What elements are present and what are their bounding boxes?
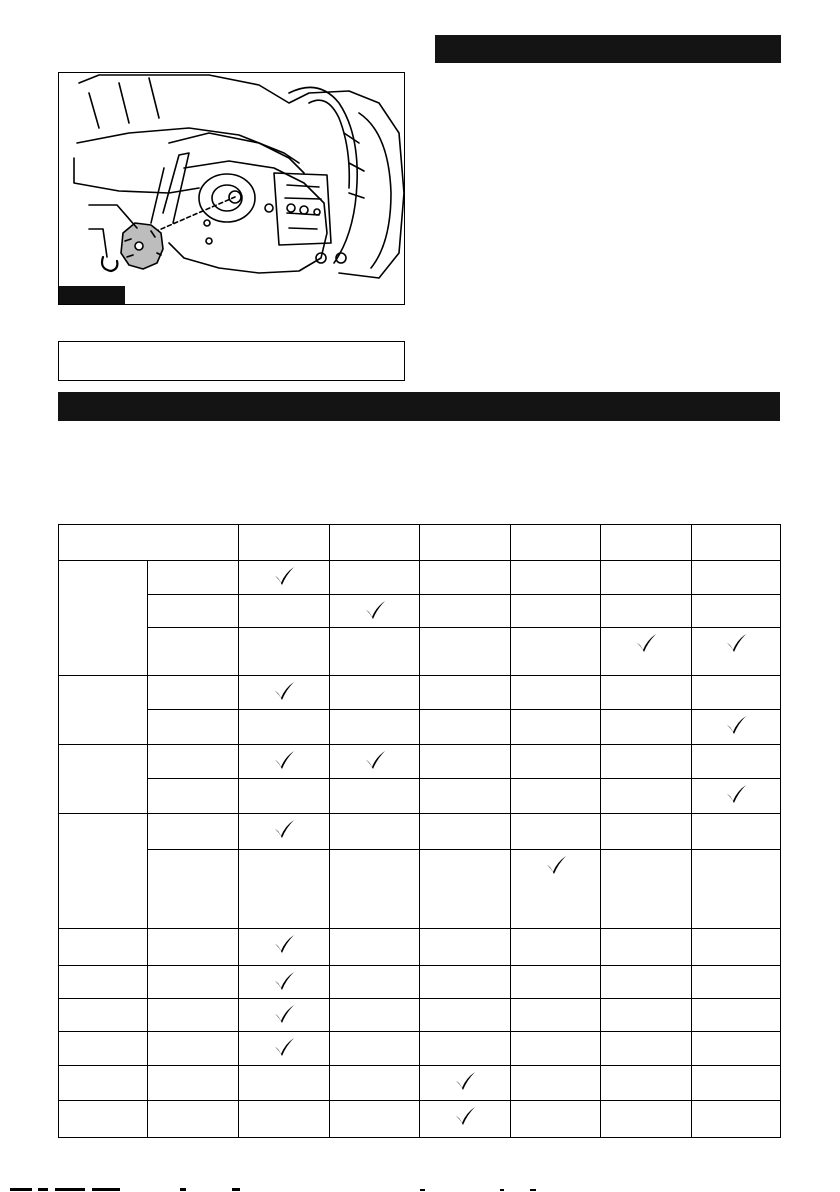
note-box [58, 341, 405, 381]
header-cell [601, 525, 692, 561]
check-mark-icon [364, 750, 386, 770]
check-mark-icon [273, 681, 295, 701]
interval-cell [239, 929, 330, 966]
interval-cell [601, 779, 692, 814]
check-mark-icon [273, 1037, 295, 1057]
interval-cell [239, 966, 330, 999]
interval-cell [511, 779, 601, 814]
interval-cell [601, 710, 692, 745]
interval-cell [511, 745, 601, 779]
check-mark-icon [364, 600, 386, 620]
check-mark-icon [273, 819, 295, 839]
check-mark-icon [725, 784, 747, 804]
action-cell [148, 595, 239, 628]
sprocket-cover-drawing [59, 73, 405, 305]
action-cell [148, 929, 239, 966]
check-mark-icon [273, 934, 295, 954]
interval-cell [692, 1066, 781, 1101]
header-cell [420, 525, 511, 561]
action-cell [148, 999, 239, 1032]
interval-cell [420, 814, 511, 850]
interval-cell [601, 1032, 692, 1066]
interval-cell [692, 561, 781, 595]
item-group-cell [59, 999, 148, 1032]
table-row [59, 745, 781, 779]
interval-cell [330, 676, 420, 710]
check-mark-icon [725, 633, 747, 653]
check-mark-icon [273, 1004, 295, 1024]
action-cell [148, 966, 239, 999]
interval-cell [601, 745, 692, 779]
interval-cell [239, 999, 330, 1032]
interval-cell [420, 595, 511, 628]
interval-cell [330, 929, 420, 966]
interval-cell [601, 814, 692, 850]
interval-cell [511, 1066, 601, 1101]
table-row [59, 595, 781, 628]
interval-cell [239, 850, 330, 929]
table-row [59, 676, 781, 710]
interval-cell [511, 850, 601, 929]
interval-cell [692, 595, 781, 628]
interval-cell [511, 561, 601, 595]
interval-cell [601, 999, 692, 1032]
interval-cell [239, 1032, 330, 1066]
interval-cell [330, 1066, 420, 1101]
interval-cell [330, 1101, 420, 1138]
check-mark-icon [725, 715, 747, 735]
check-mark-icon [635, 633, 657, 653]
interval-cell [601, 561, 692, 595]
item-group-cell [59, 1101, 148, 1138]
table-row [59, 1101, 781, 1138]
item-group-cell [59, 561, 148, 676]
interval-cell [239, 676, 330, 710]
item-group-cell [59, 929, 148, 966]
item-group-cell [59, 966, 148, 999]
interval-cell [692, 966, 781, 999]
interval-cell [511, 814, 601, 850]
interval-cell [239, 595, 330, 628]
check-mark-icon [545, 855, 567, 875]
action-cell [148, 745, 239, 779]
table-row [59, 779, 781, 814]
chain-saw-illustration [58, 72, 405, 305]
interval-cell [420, 966, 511, 999]
interval-cell [692, 1032, 781, 1066]
header-cell [239, 525, 330, 561]
interval-cell [239, 1066, 330, 1101]
action-cell [148, 561, 239, 595]
header-cell [330, 525, 420, 561]
schedule-grid [58, 524, 781, 1138]
interval-cell [330, 779, 420, 814]
interval-cell [239, 710, 330, 745]
interval-cell [420, 850, 511, 929]
interval-cell [692, 676, 781, 710]
action-cell [148, 1066, 239, 1101]
table-row [59, 850, 781, 929]
interval-cell [420, 1032, 511, 1066]
interval-cell [330, 595, 420, 628]
table-row [59, 929, 781, 966]
interval-cell [239, 779, 330, 814]
action-cell [148, 1101, 239, 1138]
check-mark-icon [273, 750, 295, 770]
interval-cell [330, 999, 420, 1032]
item-group-cell [59, 1032, 148, 1066]
interval-cell [511, 966, 601, 999]
item-group-cell [59, 676, 148, 745]
interval-cell [601, 850, 692, 929]
item-group-cell [59, 745, 148, 814]
header-cell [511, 525, 601, 561]
interval-cell [239, 561, 330, 595]
interval-cell [511, 676, 601, 710]
interval-cell [420, 561, 511, 595]
table-row [59, 1032, 781, 1066]
check-mark-icon [454, 1071, 476, 1091]
interval-cell [601, 1066, 692, 1101]
interval-cell [601, 676, 692, 710]
header-cell [59, 525, 239, 561]
interval-cell [511, 1032, 601, 1066]
page-edge-artifact [0, 1186, 840, 1192]
check-mark-icon [273, 566, 295, 586]
interval-cell [239, 628, 330, 676]
interval-cell [420, 999, 511, 1032]
interval-cell [330, 814, 420, 850]
figure-number-tag [59, 286, 125, 304]
action-cell [148, 779, 239, 814]
interval-cell [420, 929, 511, 966]
interval-cell [330, 1032, 420, 1066]
interval-cell [601, 595, 692, 628]
interval-cell [601, 966, 692, 999]
action-cell [148, 676, 239, 710]
action-cell [148, 710, 239, 745]
interval-cell [420, 676, 511, 710]
interval-cell [692, 1101, 781, 1138]
interval-cell [601, 1101, 692, 1138]
interval-cell [692, 850, 781, 929]
table-row [59, 999, 781, 1032]
interval-cell [420, 628, 511, 676]
interval-cell [692, 814, 781, 850]
interval-cell [692, 628, 781, 676]
table-row [59, 1066, 781, 1101]
table-header-row [59, 525, 781, 561]
interval-cell [330, 850, 420, 929]
interval-cell [420, 779, 511, 814]
interval-cell [330, 745, 420, 779]
section-heading-bar-top [435, 35, 781, 63]
interval-cell [601, 628, 692, 676]
interval-cell [511, 628, 601, 676]
check-mark-icon [454, 1106, 476, 1126]
table-row [59, 966, 781, 999]
table-row [59, 814, 781, 850]
interval-cell [420, 710, 511, 745]
table-row [59, 710, 781, 745]
interval-cell [239, 1101, 330, 1138]
interval-cell [239, 745, 330, 779]
item-group-cell [59, 1066, 148, 1101]
header-cell [692, 525, 781, 561]
interval-cell [511, 1101, 601, 1138]
interval-cell [239, 814, 330, 850]
interval-cell [692, 745, 781, 779]
interval-cell [511, 999, 601, 1032]
interval-cell [420, 745, 511, 779]
item-group-cell [59, 814, 148, 929]
action-cell [148, 1032, 239, 1066]
action-cell [148, 628, 239, 676]
check-mark-icon [273, 971, 295, 991]
interval-cell [330, 561, 420, 595]
table-row [59, 561, 781, 595]
table-row [59, 628, 781, 676]
interval-cell [692, 710, 781, 745]
interval-cell [420, 1101, 511, 1138]
action-cell [148, 850, 239, 929]
section-heading-bar [58, 392, 780, 421]
interval-cell [692, 779, 781, 814]
interval-cell [330, 710, 420, 745]
interval-cell [511, 710, 601, 745]
interval-cell [511, 595, 601, 628]
interval-cell [330, 628, 420, 676]
interval-cell [420, 1066, 511, 1101]
interval-cell [511, 929, 601, 966]
interval-cell [692, 929, 781, 966]
action-cell [148, 814, 239, 850]
interval-cell [601, 929, 692, 966]
maintenance-schedule-table [58, 524, 781, 1138]
interval-cell [330, 966, 420, 999]
interval-cell [692, 999, 781, 1032]
